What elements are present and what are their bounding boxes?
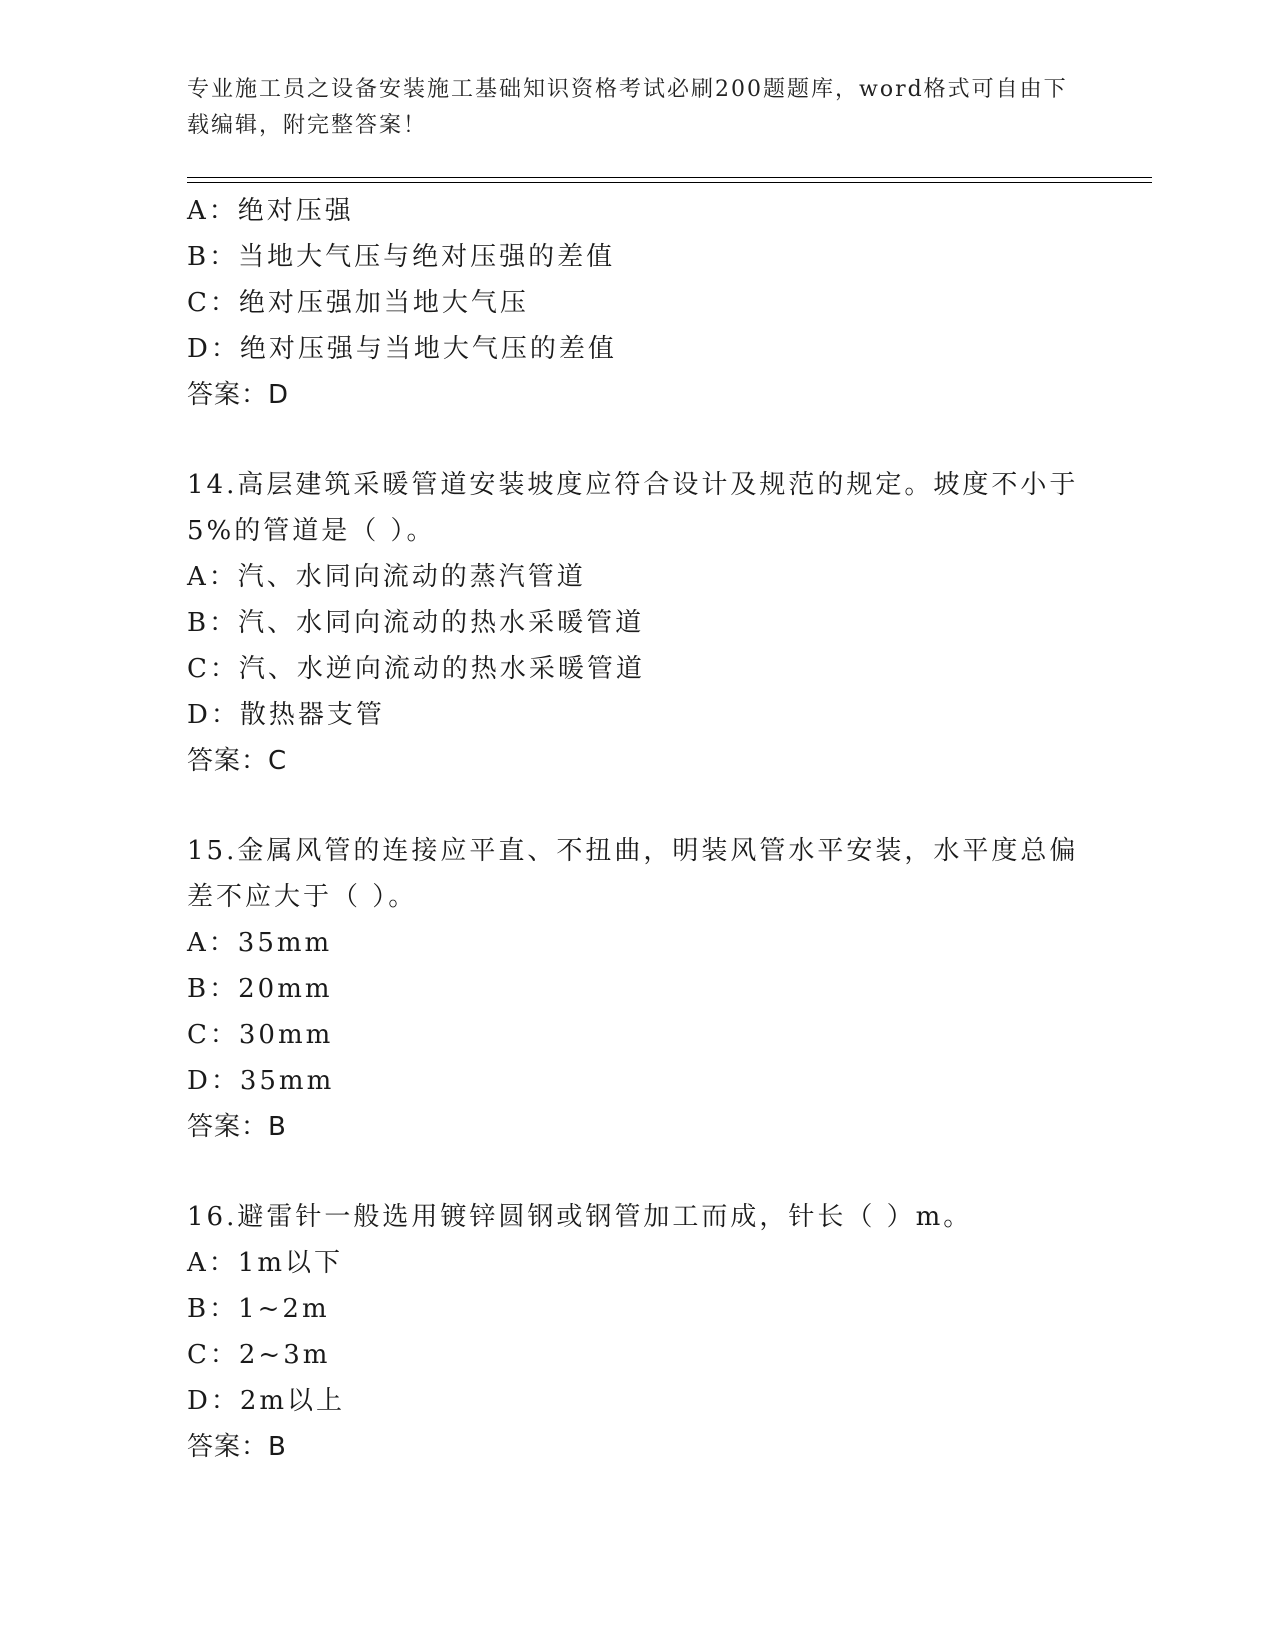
answer-text: 答案：C <box>187 746 288 776</box>
option-b: B：汽、水同向流动的热水采暖管道 <box>187 608 645 638</box>
option-c: C：30mm <box>187 1020 334 1050</box>
option-b: B：20mm <box>187 974 333 1004</box>
option-c: C：绝对压强加当地大气压 <box>187 288 529 318</box>
option-d: D：散热器支管 <box>187 700 385 730</box>
answer-text: 答案：B <box>187 1112 287 1142</box>
answer-text: 答案：B <box>187 1432 287 1462</box>
answer-text: 答案：D <box>187 380 290 410</box>
question-text: 15.金属风管的连接应平直、不扭曲，明装风管水平安装，水平度总偏差不应大于（ ）。 <box>187 836 1079 912</box>
header-divider-bottom <box>187 182 1152 183</box>
option-b: B：当地大气压与绝对压强的差值 <box>187 242 616 272</box>
question-text: 16.避雷针一般选用镀锌圆钢或钢管加工而成，针长（ ）m。 <box>187 1202 973 1232</box>
option-a: A：1m以下 <box>187 1248 343 1278</box>
option-a: A：绝对压强 <box>187 196 354 226</box>
document-header: 专业施工员之设备安装施工基础知识资格考试必刷200题题库，word格式可自由下载编辑，附完整答案！ <box>187 77 1068 138</box>
question-block-14 <box>187 462 1087 784</box>
question-block-13 <box>187 188 1087 418</box>
option-b: B：1~2m <box>187 1294 330 1324</box>
option-c: C：2~3m <box>187 1340 331 1370</box>
question-list <box>187 188 1087 1514</box>
option-a: A：35mm <box>187 928 333 958</box>
question-block-16 <box>187 1194 1087 1470</box>
question-block-15 <box>187 828 1087 1150</box>
option-c: C：汽、水逆向流动的热水采暖管道 <box>187 654 645 684</box>
header-divider-top <box>187 177 1152 178</box>
option-d: D：绝对压强与当地大气压的差值 <box>187 334 617 364</box>
option-d: D：2m以上 <box>187 1386 346 1416</box>
question-text: 14.高层建筑采暖管道安装坡度应符合设计及规范的规定。坡度不小于5%的管道是（ ）。 <box>187 470 1079 546</box>
option-a: A：汽、水同向流动的蒸汽管道 <box>187 562 586 592</box>
option-d: D：35mm <box>187 1066 335 1096</box>
